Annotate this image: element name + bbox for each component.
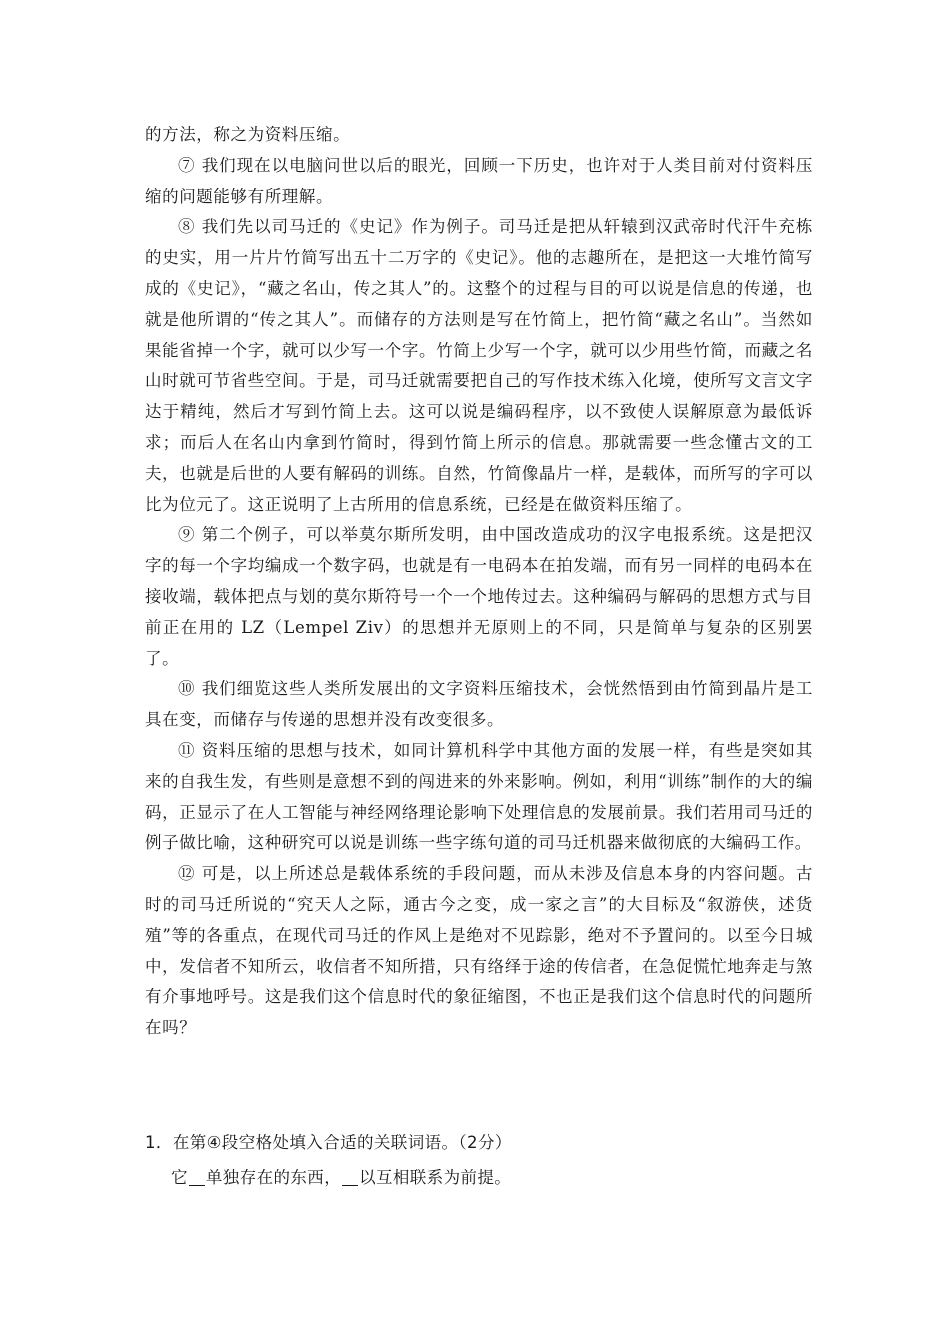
paragraph-9: ⑨ 第二个例子，可以举莫尔斯所发明，由中国改造成功的汉字电报系统。这是把汉字的每一个字均编成一个数字码，也就是有一电码本在拍发端，而有另一同样的电码本在接收端，载体把点与划的莫尔斯符号一个一个地传过去。这种编码与解码的思想方式与目前正在用的 LZ（Lempel Ziv）的思想并无原则上的不同，只是简单与复杂的区别罢了。	[145, 525, 813, 668]
paragraph-continued: 的方法，称之为资料压缩。	[145, 125, 351, 144]
answer-blank-1[interactable]	[189, 1167, 205, 1186]
question-number: 1．	[145, 1133, 173, 1152]
answer-text-part2: 单独存在的东西，	[205, 1168, 342, 1187]
question-text: 在第④段空格处填入合适的关联词语。（2分）	[172, 1133, 512, 1152]
answer-sentence	[145, 1161, 813, 1194]
question-block	[145, 1126, 813, 1194]
paragraph-7: ⑦ 我们现在以电脑问世以后的眼光，回顾一下历史，也许对于人类目前对付资料压缩的问题能够有所理解。	[145, 155, 813, 206]
article-body	[145, 120, 813, 1044]
paragraph-10: ⑩ 我们细览这些人类所发展出的文字资料压缩技术，会恍然悟到由竹简到晶片是工具在变，而储存与传递的思想并没有改变很多。	[145, 679, 813, 730]
answer-text-part1: 它	[171, 1168, 188, 1187]
answer-text-part3: 以互相联系为前提。	[359, 1168, 512, 1187]
paragraph-12: ⑫ 可是，以上所述总是载体系统的手段问题，而从未涉及信息本身的内容问题。古时的司马迁所说的“究天人之际，通古今之变，成一家之言”的大目标及“叙游侠，述货殖”等的各重点，在现代司马迁的作风上是绝对不见踪影，绝对不予置问的。以至今日城中，发信者不知所云，收信者不知所措，只有络绎于途的传信者，在急促慌忙地奔走与煞有介事地呼号。这是我们这个信息时代的象征缩图，不也正是我们这个信息时代的问题所在吗？	[145, 864, 813, 1038]
answer-blank-2[interactable]	[342, 1167, 358, 1186]
paragraph-8: ⑧ 我们先以司马迁的《史记》作为例子。司马迁是把从轩辕到汉武帝时代汗牛充栋的史实，用一片片竹简写出五十二万字的《史记》。他的志趣所在，是把这一大堆竹简写成的《史记》，“藏之名山，传之其人”的。这整个的过程与目的可以说是信息的传递，也就是他所谓的“传之其人”。而储存的方法则是写在竹简上，把竹简“藏之名山”。当然如果能省掉一个字，就可以少写一个字。竹简上少写一个字，就可以少用些竹简，而藏之名山时就可节省些空间。于是，司马迁就需要把自己的写作技术练入化境，使所写文言文字达于精纯，然后才写到竹简上去。这可以说是编码程序，以不致使人误解原意为最低诉求；而后人在名山内拿到竹简时，得到竹简上所示的信息。那就需要一些念懂古文的工夫，也就是后世的人要有解码的训练。自然，竹简像晶片一样，是载体，而所写的字可以比为位元了。这正说明了上古所用的信息系统，已经是在做资料压缩了。	[145, 217, 813, 514]
paragraph-11: ⑪ 资料压缩的思想与技术，如同计算机科学中其他方面的发展一样，有些是突如其来的自我生发，有些则是意想不到的闯进来的外来影响。例如，利用“训练”制作的大的编码，正显示了在人工智能与神经网络理论影响下处理信息的发展前景。我们若用司马迁的例子做比喻，这种研究可以说是训练一些字练句道的司马迁机器来做彻底的大编码工作。	[145, 740, 813, 853]
question-prompt	[145, 1126, 813, 1159]
